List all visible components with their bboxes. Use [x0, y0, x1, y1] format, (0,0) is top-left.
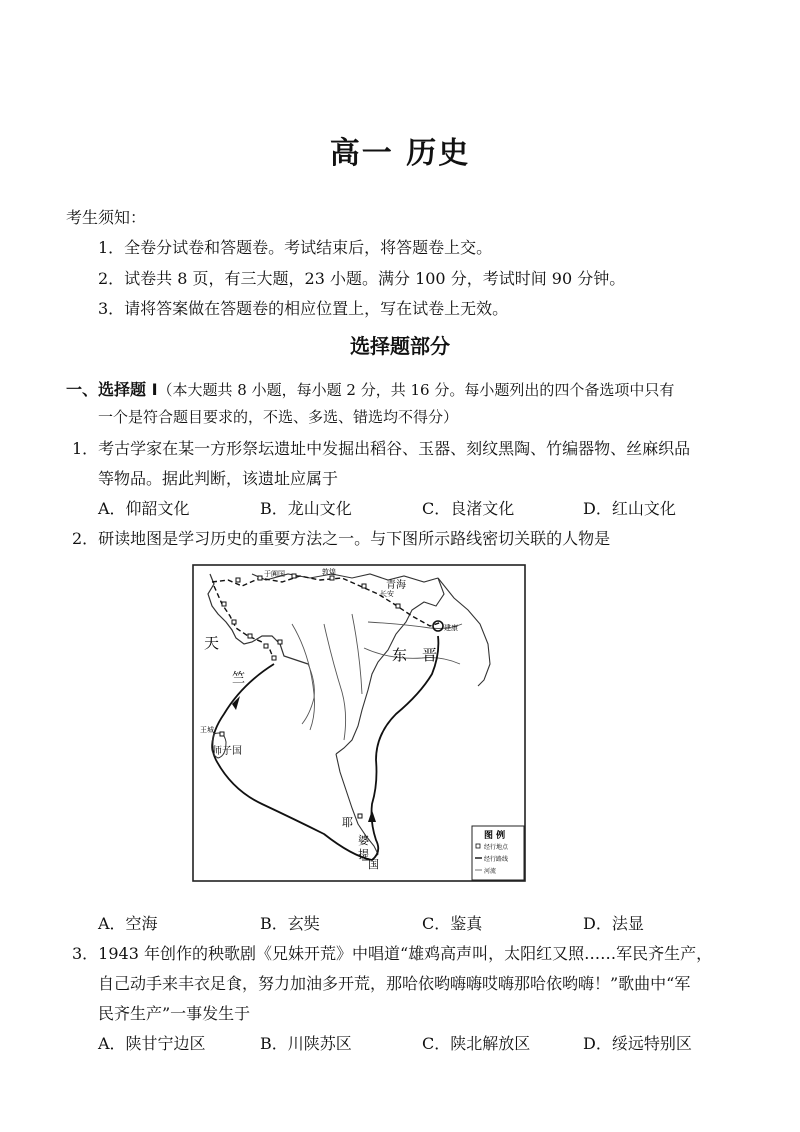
question-text: 民齐生产”一事发生于: [98, 1004, 251, 1023]
legend-item: 河流: [484, 868, 497, 875]
map-legend: [472, 826, 524, 880]
question-text: 自己动手来丰衣足食，努力加油多开荒，那哈依哟嗨嗨哎嗨那哈依哟嗨！”歌曲中“军: [98, 974, 691, 993]
legend-title: 图 例: [484, 831, 506, 841]
page-title: 高一 历史: [329, 136, 471, 171]
option-c[interactable]: C．陕北解放区: [422, 1034, 531, 1053]
option-a[interactable]: A．空海: [98, 914, 158, 933]
part-description: （本大题共 8 小题，每小题 2 分，共 16 分。每小题列出的四个备选项中只有: [157, 381, 675, 399]
route-map: [192, 564, 526, 882]
notice-item: 2．试卷共 8 页，有三大题，23 小题。满分 100 分，考试时间 90 分钟。: [98, 269, 626, 288]
option-a[interactable]: A．陕甘宁边区: [98, 1034, 206, 1053]
legend-item: 经行地点: [484, 844, 509, 851]
question-text: 3．1943 年创作的秧歌剧《兄妹开荒》中唱道“雄鸡高声叫，太阳红又照……军民齐生产，: [72, 944, 713, 963]
map-label-yepo: 国: [368, 858, 379, 871]
question-text: 等物品。据此判断，该遗址应属于: [98, 469, 339, 488]
notice-item: 1．全卷分试卷和答题卷。考试结束后，将答题卷上交。: [98, 238, 493, 257]
notice-heading: 考生须知：: [66, 208, 147, 227]
map-label-shiziguo: 师子国: [212, 746, 242, 757]
map-label-dongjin: 晋: [422, 646, 438, 664]
option-b[interactable]: B．龙山文化: [260, 499, 352, 518]
option-b[interactable]: B．玄奘: [260, 914, 320, 933]
map-label-dongjin: 东: [392, 646, 408, 664]
option-c[interactable]: C．鉴真: [422, 914, 483, 933]
map-label-jiankang: 建康: [444, 624, 458, 632]
notice-item: 3．请将答案做在答题卷的相应位置上，写在试卷上无效。: [98, 299, 509, 318]
option-d[interactable]: D．法显: [583, 914, 644, 933]
option-c[interactable]: C．良渚文化: [422, 499, 515, 518]
option-b[interactable]: B．川陕苏区: [260, 1034, 352, 1053]
option-d[interactable]: D．红山文化: [583, 499, 676, 518]
map-label-qinghai: 青海: [386, 580, 406, 591]
section-title: 选择题部分: [350, 334, 450, 358]
map-label-changan: 长安: [380, 590, 394, 598]
part-label: 一、选择题 I: [66, 380, 158, 399]
question-text: 2．研读地图是学习历史的重要方法之一。与下图所示路线密切关联的人物是: [72, 529, 611, 548]
map-label-tianzhu: 天: [204, 634, 220, 652]
option-d[interactable]: D．绥远特别区: [583, 1034, 692, 1053]
map-label-yepo: 婆: [358, 834, 369, 847]
part-description-cont: 一个是符合题目要求的，不选、多选、错选均不得分）: [98, 408, 459, 426]
legend-item: 经行路线: [484, 856, 509, 863]
map-label-place: 敦煌: [322, 568, 336, 576]
part-heading: [66, 377, 674, 400]
map-label-tianzhu: 竺: [232, 671, 246, 686]
question-text: 1．考古学家在某一方形祭坛遗址中发掘出稻谷、玉器、刻纹黑陶、竹编器物、丝麻织品: [72, 439, 691, 458]
map-label-place: 于阗国: [264, 570, 285, 578]
option-a[interactable]: A．仰韶文化: [98, 499, 190, 518]
map-label-wangcheng: 王城: [200, 726, 214, 734]
map-label-yepo: 提: [358, 848, 369, 861]
map-label-yepo: 耶: [342, 816, 353, 829]
